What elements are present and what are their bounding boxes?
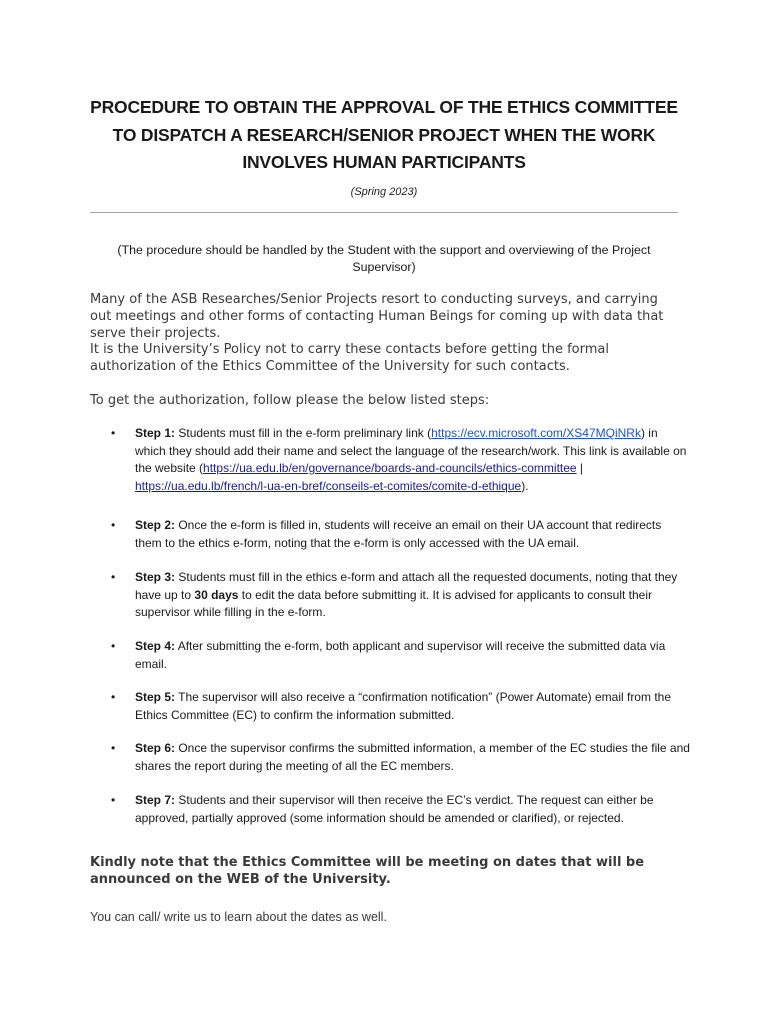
- bullet-icon: •: [111, 741, 116, 755]
- steps-list: [90, 425, 690, 832]
- step-5-text: [135, 689, 690, 724]
- bullet-icon: •: [111, 426, 116, 440]
- step-6-label: Step 6:: [135, 741, 176, 755]
- step-5-body: The supervisor will also receive a “confirmation notification” (Power Automate) email from the Ethics Committee (EC) to confirm the information submitted.: [135, 690, 671, 722]
- bullet-icon: •: [111, 570, 116, 584]
- step-3-text-b: to edit the data before submitting it. It is advised for applicants to consult their supervisor while filling in the e-form.: [135, 587, 652, 619]
- horizontal-divider: [90, 212, 678, 213]
- step-1-label: Step 1:: [135, 426, 176, 440]
- bullet-icon: •: [111, 639, 116, 653]
- note-line-2: Supervisor): [352, 260, 416, 274]
- step-4: [90, 638, 690, 689]
- document-title: [90, 94, 678, 177]
- contact-note: You can call/ write us to learn about the dates as well.: [90, 910, 387, 924]
- procedure-note: [100, 242, 668, 276]
- eform-preliminary-link[interactable]: https://ecv.microsoft.com/XS47MQiNRk: [431, 426, 641, 440]
- intro-text: [90, 292, 680, 376]
- document-date: (Spring 2023): [350, 186, 418, 198]
- intro-paragraph-2: It is the University’s Policy not to carry these contacts before getting the formal authorization of the Ethics Committee of the University for such contacts.: [90, 342, 609, 375]
- bullet-icon: •: [111, 518, 116, 532]
- step-1-text-c: ).: [521, 478, 529, 493]
- step-1-text: [135, 425, 690, 495]
- ethics-committee-fr-link[interactable]: https://ua.edu.lb/french/l-ua-en-bref/conseils-et-comites/comite-d-ethique: [135, 478, 522, 493]
- step-1-text-a: Students must fill in the e-form preliminary link (: [175, 426, 432, 440]
- title-line-3: INVOLVES HUMAN PARTICIPANTS: [242, 152, 526, 172]
- step-6-body: Once the supervisor confirms the submitted information, a member of the EC studies the file and shares the report during the meeting of all the EC members.: [135, 741, 690, 773]
- step-6: [90, 740, 690, 792]
- step-2-text: [135, 517, 690, 552]
- step-7-text: [135, 792, 690, 827]
- step-2-label: Step 2:: [135, 518, 176, 532]
- title-line-1: PROCEDURE TO OBTAIN THE APPROVAL OF THE ETHICS COMMITTEE: [90, 97, 678, 117]
- step-3-label: Step 3:: [135, 570, 176, 584]
- step-2: [90, 517, 690, 569]
- intro-paragraph-1: Many of the ASB Researches/Senior Projects resort to conducting surveys, and carrying out meetings and other forms of contacting Human Beings for coming up with data that serve their projects.: [90, 292, 664, 341]
- step-7-label: Step 7:: [135, 793, 176, 807]
- step-6-text: [135, 740, 690, 775]
- step-2-body: Once the e-form is filled in, students will receive an email on their UA account that redirects them to the ethics e-form, noting that the e-form is only accessed with the UA email.: [135, 518, 662, 550]
- step-3-text-a: Students must fill in the ethics e-form and attach all the requested documents, noting that they have up to: [135, 570, 678, 602]
- bullet-icon: •: [111, 690, 116, 704]
- step-4-label: Step 4:: [135, 639, 176, 653]
- step-4-body: After submitting the e-form, both applicant and supervisor will receive the submitted data via email.: [135, 639, 666, 671]
- bullet-icon: •: [111, 793, 116, 807]
- step-1: [90, 425, 690, 517]
- step-3-days: 30 days: [194, 587, 239, 602]
- ethics-committee-en-link[interactable]: https://ua.edu.lb/en/governance/boards-and-councils/ethics-committee: [203, 461, 577, 475]
- meeting-dates-notice: Kindly note that the Ethics Committee will be meeting on dates that will be announced on the WEB of the University.: [90, 855, 645, 887]
- step-4-text: [135, 638, 690, 673]
- step-7-body: Students and their supervisor will then receive the EC’s verdict. The request can either be approved, partially approved (some information should be amended or clarified), or rejected.: [135, 793, 654, 825]
- step-3: [90, 569, 690, 638]
- note-line-1: (The procedure should be handled by the Student with the support and overviewing of the Project: [117, 243, 651, 257]
- step-7: [90, 792, 690, 832]
- step-1-text-b: ) in which they should add their name and select the language of the research/work. This link is available on the website (: [135, 426, 687, 475]
- step-3-text: [135, 569, 690, 622]
- steps-intro: To get the authorization, follow please the below listed steps:: [90, 393, 490, 408]
- title-line-2: TO DISPATCH A RESEARCH/SENIOR PROJECT WHEN THE WORK: [112, 124, 656, 145]
- link-separator: |: [576, 461, 584, 475]
- step-5-label: Step 5:: [135, 690, 176, 704]
- step-5: [90, 689, 690, 740]
